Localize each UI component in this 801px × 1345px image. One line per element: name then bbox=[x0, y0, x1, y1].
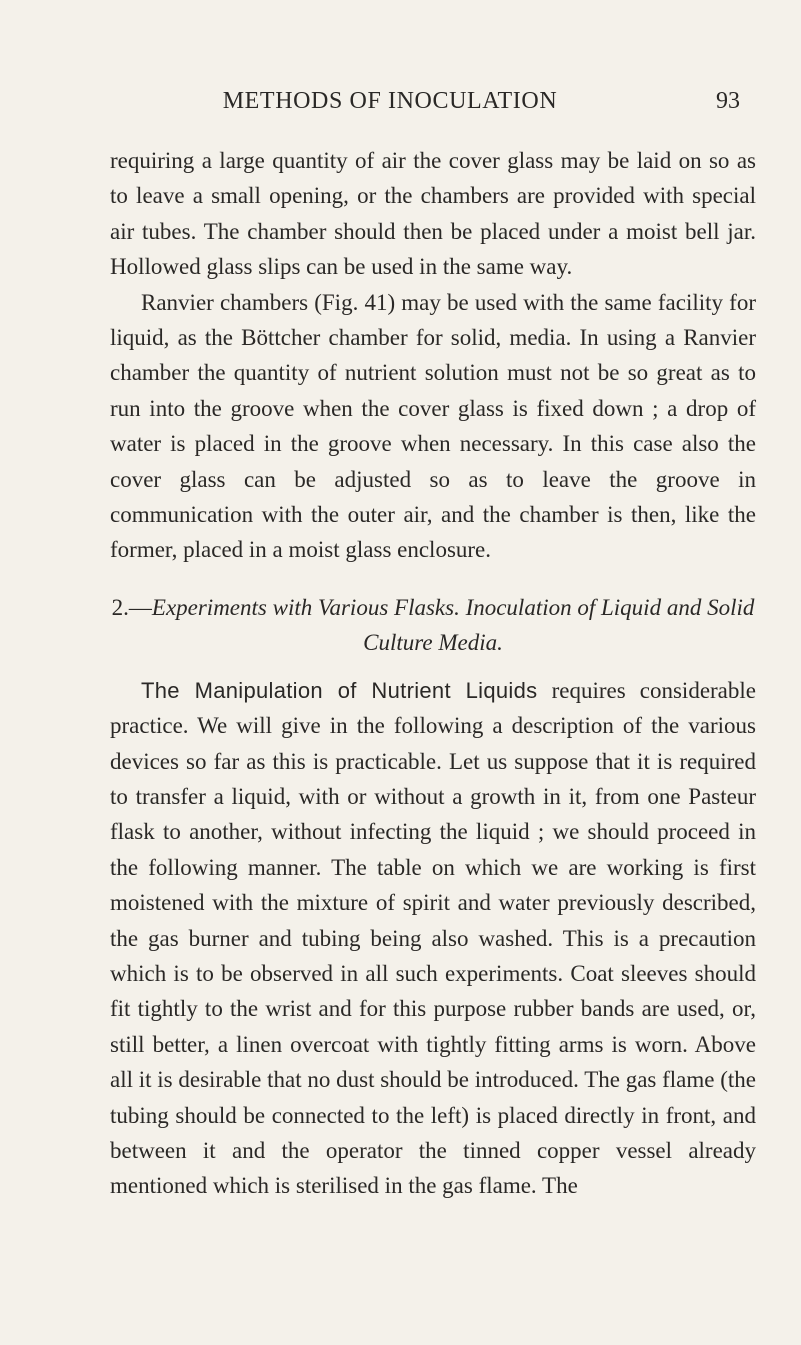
page-number: 93 bbox=[716, 88, 740, 114]
section-heading bbox=[110, 590, 756, 661]
section-title: Experiments with Various Flasks. Inoculation of Liquid and Solid Culture Media. bbox=[151, 594, 755, 656]
paragraph-continuation: requiring a large quantity of air the cover glass may be laid on so as to leave a small opening, or the chambers are provided with special air tubes. The chamber should then be placed under a moist bell jar. Hollowed glass slips can be used in the same way. bbox=[110, 148, 756, 280]
paragraph-ranvier-chambers: Ranvier chambers (Fig. 41) may be used with the same facility for liquid, as the Böttcher chamber for solid, media. In using a Ranvier chamber the quantity of nutrient solution must not be so great as to run into the groove when the cover glass is fixed down ; a drop of water is placed in the groove when necessary. In this case also the cover glass can be adjusted so as to leave the groove in communication with the outer air, and the chamber is then, like the former, placed in a moist glass enclosure. bbox=[110, 289, 756, 563]
section-number: 2.— bbox=[111, 594, 152, 620]
body-text bbox=[110, 143, 756, 1204]
paragraph-lead-in: The Manipulation of Nutrient Liquids bbox=[141, 677, 538, 703]
paragraph-manipulation bbox=[110, 673, 756, 1204]
running-head bbox=[140, 88, 740, 128]
paragraph-manipulation-text: requires considerable practice. We will give in the following a description of the various devices so far as this is practicable. Let us suppose that it is required to transfer a liquid, with or without a growth in it, from one Pasteur flask to another, without infecting the liquid ; we should proceed in the following manner. The table on which we are working is first moistened with the mixture of spirit and water previously described, the gas burner and tubing being also washed. This is a precaution which is to be observed in all such experiments. Coat sleeves should fit tightly to the wrist and for this purpose rubber bands are used, or, still better, a linen overcoat with tightly fitting arms is worn. Above all it is desirable that no dust should be introduced. The gas flame (the tubing should be connected to the left) is placed directly in front, and between it and the operator the tinned copper vessel already mentioned which is sterilised in the gas flame. The bbox=[110, 677, 756, 1199]
running-title: METHODS OF INOCULATION bbox=[222, 88, 558, 114]
